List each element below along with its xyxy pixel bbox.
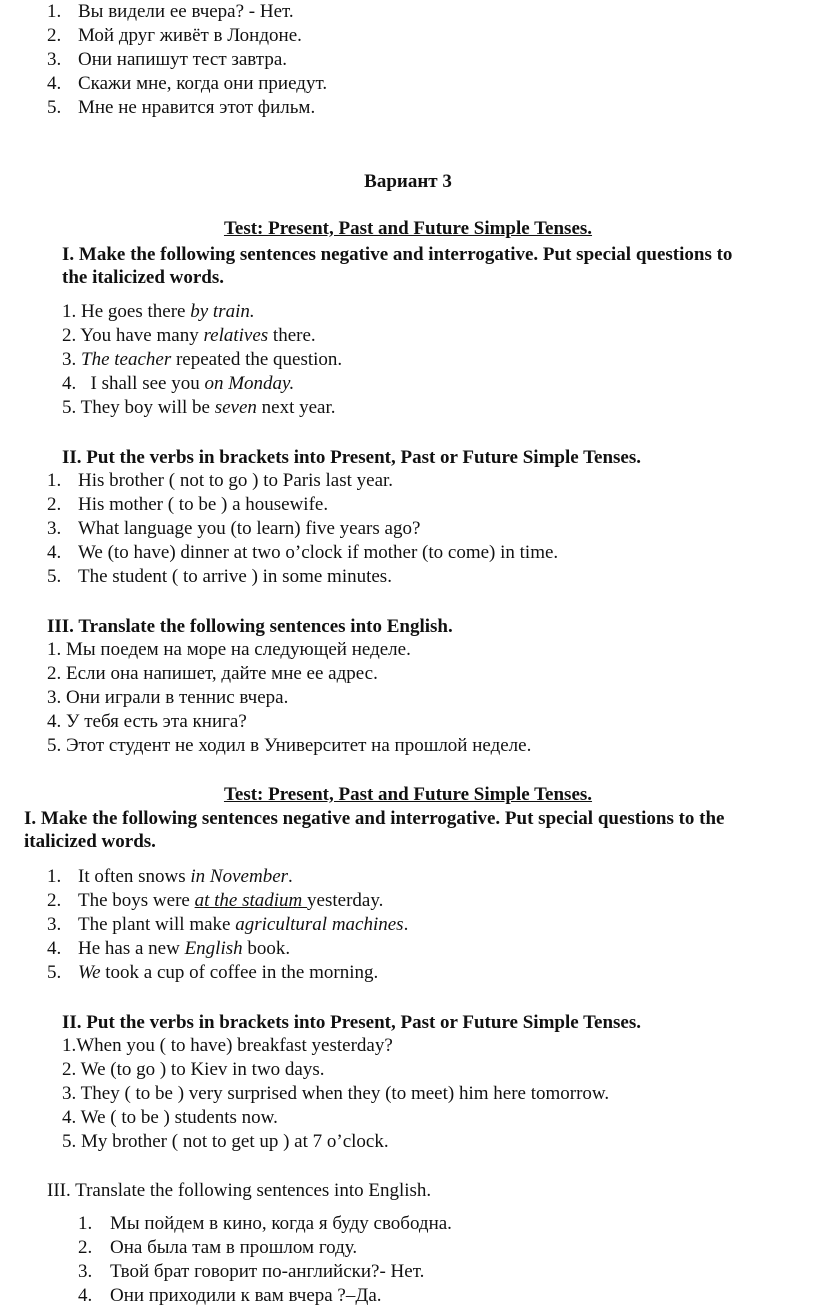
list-item: 3. They ( to be ) very surprised when they (to meet) him here tomorrow.: [62, 1083, 610, 1104]
task-heading: I. Make the following sentences negative and interrogative. Put special questions to: [62, 244, 733, 265]
test-title: Test: Present, Past and Future Simple Tenses.: [223, 218, 593, 239]
list-number: 5.: [47, 566, 62, 587]
list-item: The plant will make agricultural machines.: [78, 914, 409, 935]
list-item: Мой друг живёт в Лондоне.: [78, 25, 302, 46]
task-heading: I. Make the following sentences negative and interrogative. Put special questions to the: [24, 808, 725, 829]
task-heading: III. Translate the following sentences into English.: [47, 616, 453, 637]
list-item: 2. Если она напишет, дайте мне ее адрес.: [47, 663, 378, 684]
list-number: 4.: [47, 938, 62, 959]
task-heading: III. Translate the following sentences into English.: [47, 1180, 432, 1201]
list-number: 1.: [47, 1, 62, 22]
list-number: 2.: [47, 25, 62, 46]
list-item: Мы пойдем в кино, когда я буду свободна.: [110, 1213, 452, 1234]
list-number: 3.: [47, 49, 62, 70]
list-number: 4.: [78, 1285, 93, 1306]
list-item: Они приходили к вам вчера ?–Да.: [110, 1285, 382, 1306]
list-item: 5. Этот студент не ходил в Университет на прошлой неделе.: [47, 735, 532, 756]
list-item: 4. У тебя есть эта книга?: [47, 711, 247, 732]
list-item: 5. My brother ( not to get up ) at 7 o’clock.: [62, 1131, 389, 1152]
list-item: Они напишут тест завтра.: [78, 49, 288, 70]
list-item: Вы видели ее вчера? - Нет.: [78, 1, 294, 22]
list-item: 2. You have many relatives there.: [62, 325, 316, 346]
list-item: 3. The teacher repeated the question.: [62, 349, 343, 370]
list-number: 1.: [47, 866, 62, 887]
task-heading: II. Put the verbs in brackets into Present, Past or Future Simple Tenses.: [62, 447, 641, 468]
list-number: 3.: [78, 1261, 93, 1282]
list-item: The boys were at the stadium yesterday.: [78, 890, 384, 911]
list-item: Скажи мне, когда они приедут.: [78, 73, 328, 94]
list-number: 3.: [47, 914, 62, 935]
list-item: What language you (to learn) five years ago?: [78, 518, 421, 539]
list-number: 4.: [47, 73, 62, 94]
list-item: His brother ( not to go ) to Paris last year.: [78, 470, 394, 491]
list-item: 4. I shall see you on Monday.: [62, 373, 295, 394]
list-number: 4.: [47, 542, 62, 563]
variant-title: Вариант 3: [364, 171, 452, 192]
list-item: His mother ( to be ) a housewife.: [78, 494, 329, 515]
task-heading: II. Put the verbs in brackets into Present, Past or Future Simple Tenses.: [62, 1012, 641, 1033]
list-number: 1.: [78, 1213, 93, 1234]
list-number: 5.: [47, 962, 62, 983]
task-heading: the italicized words.: [62, 267, 225, 288]
list-number: 1.: [47, 470, 62, 491]
list-item: 5. They boy will be seven next year.: [62, 397, 336, 418]
list-number: 3.: [47, 518, 62, 539]
list-item: Твой брат говорит по-английски?- Нет.: [110, 1261, 425, 1282]
list-item: 1. Мы поедем на море на следующей неделе.: [47, 639, 411, 660]
list-number: 2.: [47, 494, 62, 515]
list-item: 4. We ( to be ) students now.: [62, 1107, 278, 1128]
list-item: We took a cup of coffee in the morning.: [78, 962, 379, 983]
list-item: 1. He goes there by train.: [62, 301, 255, 322]
list-item: It often snows in November.: [78, 866, 293, 887]
test-title: Test: Present, Past and Future Simple Tenses.: [223, 784, 593, 805]
list-number: 2.: [47, 890, 62, 911]
list-item: We (to have) dinner at two o’clock if mother (to come) in time.: [78, 542, 559, 563]
list-item: He has a new English book.: [78, 938, 291, 959]
list-item: The student ( to arrive ) in some minutes.: [78, 566, 392, 587]
list-item: Мне не нравится этот фильм.: [78, 97, 316, 118]
list-item: Она была там в прошлом году.: [110, 1237, 358, 1258]
list-item: 2. We (to go ) to Kiev in two days.: [62, 1059, 325, 1080]
task-heading: italicized words.: [24, 831, 156, 852]
list-number: 2.: [78, 1237, 93, 1258]
list-number: 5.: [47, 97, 62, 118]
list-item: 1.When you ( to have) breakfast yesterday?: [62, 1035, 393, 1056]
list-item: 3. Они играли в теннис вчера.: [47, 687, 289, 708]
